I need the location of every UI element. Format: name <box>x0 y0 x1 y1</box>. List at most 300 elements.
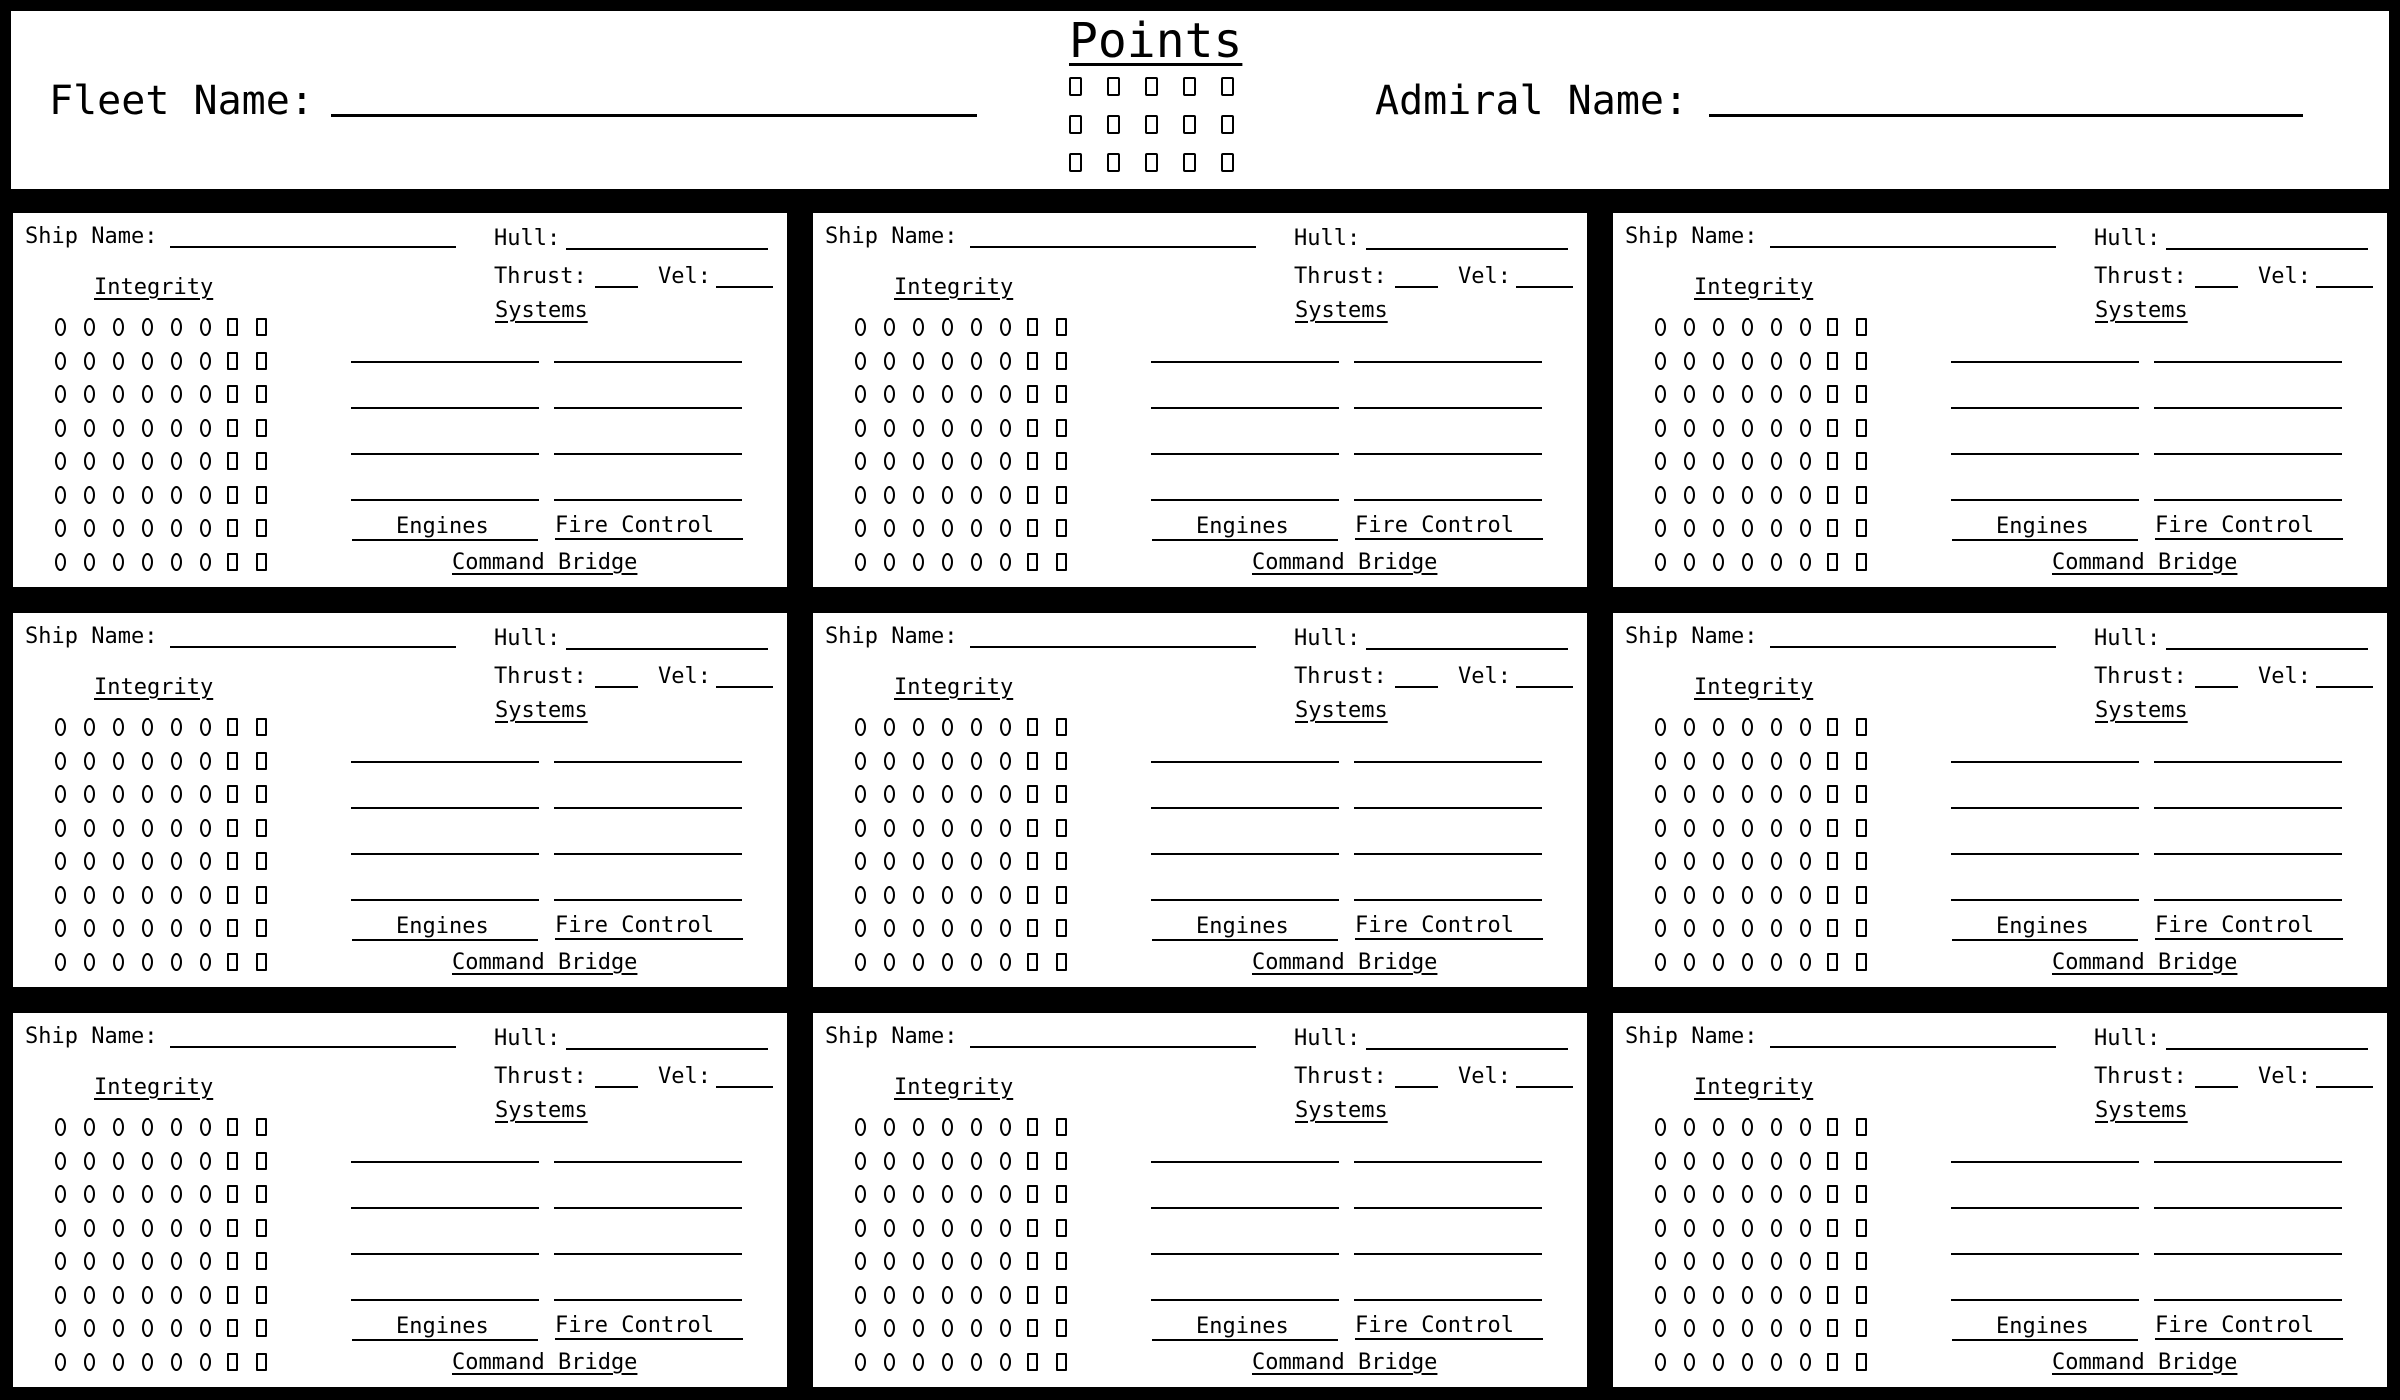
integrity-pip[interactable] <box>942 953 953 971</box>
system-field[interactable] <box>1151 853 1339 855</box>
integrity-pip[interactable] <box>1742 385 1753 403</box>
integrity-box[interactable] <box>256 1286 267 1304</box>
integrity-pip[interactable] <box>1713 852 1724 870</box>
integrity-box[interactable] <box>1827 819 1838 837</box>
integrity-pip[interactable] <box>142 1353 153 1371</box>
integrity-pip[interactable] <box>142 553 153 571</box>
integrity-pip[interactable] <box>1771 852 1782 870</box>
integrity-box[interactable] <box>256 953 267 971</box>
integrity-box[interactable] <box>1856 385 1867 403</box>
points-checkbox[interactable] <box>1107 77 1120 96</box>
system-field[interactable] <box>351 1207 539 1209</box>
system-field[interactable] <box>2154 807 2342 809</box>
integrity-pip[interactable] <box>142 1118 153 1136</box>
integrity-pip[interactable] <box>913 785 924 803</box>
hull-field[interactable] <box>566 1048 768 1050</box>
system-field[interactable] <box>2154 853 2342 855</box>
integrity-pip[interactable] <box>971 1319 982 1337</box>
integrity-box[interactable] <box>1027 785 1038 803</box>
integrity-pip[interactable] <box>200 718 211 736</box>
system-field[interactable] <box>2154 1161 2342 1163</box>
integrity-pip[interactable] <box>1655 352 1666 370</box>
hull-field[interactable] <box>2166 1048 2368 1050</box>
integrity-pip[interactable] <box>113 1219 124 1237</box>
integrity-pip[interactable] <box>55 1252 66 1270</box>
integrity-box[interactable] <box>1056 953 1067 971</box>
system-field[interactable] <box>351 361 539 363</box>
integrity-pip[interactable] <box>171 352 182 370</box>
integrity-pip[interactable] <box>884 752 895 770</box>
integrity-box[interactable] <box>1027 886 1038 904</box>
integrity-pip[interactable] <box>1713 1286 1724 1304</box>
system-field[interactable] <box>554 761 742 763</box>
integrity-box[interactable] <box>256 1219 267 1237</box>
integrity-pip[interactable] <box>855 1118 866 1136</box>
integrity-pip[interactable] <box>884 318 895 336</box>
system-field[interactable] <box>2154 899 2342 901</box>
ship-name-field[interactable] <box>170 1046 456 1048</box>
integrity-box[interactable] <box>1856 1353 1867 1371</box>
integrity-pip[interactable] <box>1684 819 1695 837</box>
integrity-box[interactable] <box>1027 1286 1038 1304</box>
integrity-pip[interactable] <box>84 1118 95 1136</box>
system-field[interactable] <box>1151 761 1339 763</box>
integrity-pip[interactable] <box>884 953 895 971</box>
integrity-pip[interactable] <box>1000 953 1011 971</box>
ship-name-field[interactable] <box>1770 1046 2056 1048</box>
integrity-pip[interactable] <box>171 553 182 571</box>
integrity-pip[interactable] <box>55 919 66 937</box>
integrity-pip[interactable] <box>913 452 924 470</box>
integrity-pip[interactable] <box>171 852 182 870</box>
integrity-pip[interactable] <box>971 1353 982 1371</box>
integrity-box[interactable] <box>1056 452 1067 470</box>
integrity-box[interactable] <box>1856 1185 1867 1203</box>
integrity-pip[interactable] <box>142 1319 153 1337</box>
system-field[interactable] <box>1354 899 1542 901</box>
integrity-pip[interactable] <box>855 1353 866 1371</box>
integrity-pip[interactable] <box>1742 819 1753 837</box>
system-field[interactable] <box>351 807 539 809</box>
integrity-pip[interactable] <box>1771 886 1782 904</box>
system-field[interactable] <box>554 453 742 455</box>
integrity-pip[interactable] <box>1800 318 1811 336</box>
integrity-pip[interactable] <box>1771 953 1782 971</box>
integrity-pip[interactable] <box>55 1118 66 1136</box>
integrity-pip[interactable] <box>171 1286 182 1304</box>
integrity-pip[interactable] <box>113 318 124 336</box>
points-checkbox[interactable] <box>1069 77 1082 96</box>
integrity-pip[interactable] <box>1655 819 1666 837</box>
integrity-pip[interactable] <box>913 1219 924 1237</box>
integrity-pip[interactable] <box>1684 486 1695 504</box>
integrity-box[interactable] <box>227 1286 238 1304</box>
integrity-pip[interactable] <box>55 953 66 971</box>
system-field[interactable] <box>554 407 742 409</box>
system-field[interactable] <box>554 499 742 501</box>
system-field[interactable] <box>1354 1207 1542 1209</box>
integrity-pip[interactable] <box>1713 1319 1724 1337</box>
integrity-pip[interactable] <box>913 1152 924 1170</box>
integrity-box[interactable] <box>227 886 238 904</box>
integrity-pip[interactable] <box>1742 718 1753 736</box>
integrity-pip[interactable] <box>200 1319 211 1337</box>
integrity-pip[interactable] <box>171 752 182 770</box>
integrity-pip[interactable] <box>1000 1185 1011 1203</box>
integrity-box[interactable] <box>227 452 238 470</box>
integrity-pip[interactable] <box>171 318 182 336</box>
integrity-pip[interactable] <box>1742 953 1753 971</box>
integrity-pip[interactable] <box>1000 785 1011 803</box>
integrity-pip[interactable] <box>1684 385 1695 403</box>
integrity-pip[interactable] <box>171 886 182 904</box>
fleet-name-field[interactable] <box>331 114 977 117</box>
integrity-box[interactable] <box>256 352 267 370</box>
integrity-pip[interactable] <box>171 452 182 470</box>
integrity-box[interactable] <box>1027 486 1038 504</box>
integrity-pip[interactable] <box>971 752 982 770</box>
integrity-pip[interactable] <box>1742 553 1753 571</box>
integrity-pip[interactable] <box>171 953 182 971</box>
integrity-box[interactable] <box>227 819 238 837</box>
integrity-box[interactable] <box>1827 486 1838 504</box>
integrity-pip[interactable] <box>171 1219 182 1237</box>
integrity-box[interactable] <box>1056 1353 1067 1371</box>
integrity-pip[interactable] <box>1655 852 1666 870</box>
integrity-pip[interactable] <box>1771 318 1782 336</box>
system-field[interactable] <box>2154 1207 2342 1209</box>
integrity-pip[interactable] <box>884 419 895 437</box>
integrity-pip[interactable] <box>942 419 953 437</box>
integrity-pip[interactable] <box>1713 352 1724 370</box>
integrity-pip[interactable] <box>113 419 124 437</box>
integrity-pip[interactable] <box>1742 1185 1753 1203</box>
integrity-pip[interactable] <box>884 1319 895 1337</box>
system-field[interactable] <box>2154 453 2342 455</box>
integrity-box[interactable] <box>1856 452 1867 470</box>
system-field[interactable] <box>2154 761 2342 763</box>
system-field[interactable] <box>2154 499 2342 501</box>
integrity-pip[interactable] <box>1655 1353 1666 1371</box>
integrity-pip[interactable] <box>113 1353 124 1371</box>
integrity-box[interactable] <box>1827 385 1838 403</box>
integrity-pip[interactable] <box>142 486 153 504</box>
integrity-pip[interactable] <box>913 1118 924 1136</box>
integrity-pip[interactable] <box>1000 886 1011 904</box>
integrity-box[interactable] <box>227 1219 238 1237</box>
points-checkbox[interactable] <box>1145 115 1158 134</box>
integrity-pip[interactable] <box>1771 352 1782 370</box>
integrity-pip[interactable] <box>200 886 211 904</box>
integrity-pip[interactable] <box>1655 419 1666 437</box>
integrity-pip[interactable] <box>1684 352 1695 370</box>
integrity-box[interactable] <box>1027 852 1038 870</box>
integrity-box[interactable] <box>1056 385 1067 403</box>
integrity-pip[interactable] <box>855 852 866 870</box>
integrity-pip[interactable] <box>84 486 95 504</box>
integrity-pip[interactable] <box>942 852 953 870</box>
integrity-box[interactable] <box>1827 352 1838 370</box>
integrity-pip[interactable] <box>1684 1185 1695 1203</box>
system-field[interactable] <box>1151 1207 1339 1209</box>
ship-name-field[interactable] <box>970 646 1256 648</box>
integrity-box[interactable] <box>227 486 238 504</box>
integrity-pip[interactable] <box>1771 1219 1782 1237</box>
integrity-box[interactable] <box>1856 852 1867 870</box>
integrity-pip[interactable] <box>942 1353 953 1371</box>
system-field[interactable] <box>1151 361 1339 363</box>
integrity-pip[interactable] <box>1655 452 1666 470</box>
integrity-pip[interactable] <box>113 752 124 770</box>
integrity-pip[interactable] <box>971 1252 982 1270</box>
integrity-box[interactable] <box>227 1252 238 1270</box>
integrity-pip[interactable] <box>855 385 866 403</box>
integrity-pip[interactable] <box>200 419 211 437</box>
points-checkbox[interactable] <box>1069 115 1082 134</box>
integrity-pip[interactable] <box>884 1219 895 1237</box>
system-field[interactable] <box>554 899 742 901</box>
integrity-pip[interactable] <box>1684 886 1695 904</box>
integrity-pip[interactable] <box>171 1252 182 1270</box>
integrity-pip[interactable] <box>913 385 924 403</box>
integrity-box[interactable] <box>1027 1219 1038 1237</box>
integrity-box[interactable] <box>1827 852 1838 870</box>
integrity-pip[interactable] <box>142 352 153 370</box>
integrity-pip[interactable] <box>1771 419 1782 437</box>
integrity-pip[interactable] <box>1684 1252 1695 1270</box>
integrity-pip[interactable] <box>1771 785 1782 803</box>
system-field[interactable] <box>554 853 742 855</box>
integrity-pip[interactable] <box>1655 519 1666 537</box>
integrity-pip[interactable] <box>171 819 182 837</box>
integrity-pip[interactable] <box>171 1353 182 1371</box>
integrity-pip[interactable] <box>55 318 66 336</box>
integrity-pip[interactable] <box>855 553 866 571</box>
integrity-pip[interactable] <box>1713 486 1724 504</box>
integrity-pip[interactable] <box>1000 452 1011 470</box>
integrity-pip[interactable] <box>84 553 95 571</box>
integrity-pip[interactable] <box>1655 1118 1666 1136</box>
integrity-pip[interactable] <box>1771 1152 1782 1170</box>
system-field[interactable] <box>1951 453 2139 455</box>
system-field[interactable] <box>351 499 539 501</box>
integrity-box[interactable] <box>1056 1185 1067 1203</box>
hull-field[interactable] <box>2166 248 2368 250</box>
integrity-pip[interactable] <box>855 419 866 437</box>
integrity-pip[interactable] <box>1684 718 1695 736</box>
integrity-pip[interactable] <box>171 419 182 437</box>
integrity-pip[interactable] <box>942 318 953 336</box>
system-field[interactable] <box>1151 499 1339 501</box>
integrity-pip[interactable] <box>1771 752 1782 770</box>
points-checkbox[interactable] <box>1107 153 1120 172</box>
integrity-box[interactable] <box>1827 553 1838 571</box>
integrity-pip[interactable] <box>84 1219 95 1237</box>
integrity-pip[interactable] <box>1800 852 1811 870</box>
integrity-pip[interactable] <box>1713 385 1724 403</box>
integrity-pip[interactable] <box>855 919 866 937</box>
integrity-box[interactable] <box>1827 1319 1838 1337</box>
integrity-pip[interactable] <box>84 953 95 971</box>
integrity-box[interactable] <box>256 486 267 504</box>
integrity-pip[interactable] <box>142 1286 153 1304</box>
integrity-box[interactable] <box>1827 1353 1838 1371</box>
integrity-pip[interactable] <box>913 1319 924 1337</box>
integrity-pip[interactable] <box>855 1219 866 1237</box>
integrity-pip[interactable] <box>1713 419 1724 437</box>
hull-field[interactable] <box>1366 1048 1568 1050</box>
integrity-pip[interactable] <box>1742 752 1753 770</box>
integrity-pip[interactable] <box>171 1319 182 1337</box>
integrity-box[interactable] <box>1027 419 1038 437</box>
integrity-pip[interactable] <box>942 1185 953 1203</box>
integrity-box[interactable] <box>1027 318 1038 336</box>
integrity-pip[interactable] <box>1655 1152 1666 1170</box>
system-field[interactable] <box>2154 1253 2342 1255</box>
integrity-pip[interactable] <box>1713 886 1724 904</box>
integrity-pip[interactable] <box>1655 953 1666 971</box>
integrity-pip[interactable] <box>942 819 953 837</box>
integrity-box[interactable] <box>227 1353 238 1371</box>
thrust-field[interactable] <box>1395 286 1438 288</box>
integrity-pip[interactable] <box>1655 1286 1666 1304</box>
integrity-pip[interactable] <box>200 1219 211 1237</box>
integrity-pip[interactable] <box>1800 553 1811 571</box>
integrity-pip[interactable] <box>884 553 895 571</box>
system-field[interactable] <box>1951 1299 2139 1301</box>
integrity-pip[interactable] <box>1000 718 1011 736</box>
integrity-pip[interactable] <box>942 718 953 736</box>
system-field[interactable] <box>1951 499 2139 501</box>
vel-field[interactable] <box>1516 1086 1573 1088</box>
integrity-box[interactable] <box>256 1152 267 1170</box>
integrity-pip[interactable] <box>942 1252 953 1270</box>
integrity-box[interactable] <box>227 953 238 971</box>
integrity-pip[interactable] <box>1655 785 1666 803</box>
integrity-box[interactable] <box>1827 519 1838 537</box>
integrity-pip[interactable] <box>855 953 866 971</box>
integrity-pip[interactable] <box>1000 419 1011 437</box>
points-checkbox[interactable] <box>1145 153 1158 172</box>
integrity-pip[interactable] <box>84 752 95 770</box>
integrity-box[interactable] <box>256 318 267 336</box>
integrity-box[interactable] <box>1827 919 1838 937</box>
integrity-pip[interactable] <box>1800 886 1811 904</box>
integrity-pip[interactable] <box>1684 1286 1695 1304</box>
integrity-box[interactable] <box>227 718 238 736</box>
integrity-pip[interactable] <box>1742 919 1753 937</box>
system-field[interactable] <box>1354 407 1542 409</box>
integrity-box[interactable] <box>227 1118 238 1136</box>
integrity-pip[interactable] <box>1771 1353 1782 1371</box>
integrity-pip[interactable] <box>942 519 953 537</box>
integrity-pip[interactable] <box>200 452 211 470</box>
integrity-pip[interactable] <box>855 819 866 837</box>
integrity-box[interactable] <box>256 1185 267 1203</box>
integrity-box[interactable] <box>1856 886 1867 904</box>
integrity-pip[interactable] <box>942 352 953 370</box>
integrity-pip[interactable] <box>942 886 953 904</box>
integrity-box[interactable] <box>227 352 238 370</box>
integrity-pip[interactable] <box>855 1252 866 1270</box>
integrity-pip[interactable] <box>84 385 95 403</box>
integrity-pip[interactable] <box>1713 1353 1724 1371</box>
integrity-pip[interactable] <box>113 519 124 537</box>
integrity-pip[interactable] <box>971 519 982 537</box>
integrity-pip[interactable] <box>84 1353 95 1371</box>
integrity-pip[interactable] <box>1000 385 1011 403</box>
integrity-box[interactable] <box>1056 352 1067 370</box>
thrust-field[interactable] <box>2195 1086 2238 1088</box>
thrust-field[interactable] <box>1395 1086 1438 1088</box>
system-field[interactable] <box>554 1299 742 1301</box>
integrity-box[interactable] <box>1856 718 1867 736</box>
ship-name-field[interactable] <box>970 246 1256 248</box>
integrity-pip[interactable] <box>1684 452 1695 470</box>
points-checkbox[interactable] <box>1145 77 1158 96</box>
integrity-pip[interactable] <box>855 452 866 470</box>
integrity-pip[interactable] <box>200 752 211 770</box>
integrity-pip[interactable] <box>884 352 895 370</box>
integrity-pip[interactable] <box>942 1319 953 1337</box>
integrity-pip[interactable] <box>1000 819 1011 837</box>
integrity-pip[interactable] <box>84 718 95 736</box>
integrity-pip[interactable] <box>913 1185 924 1203</box>
integrity-pip[interactable] <box>884 452 895 470</box>
integrity-box[interactable] <box>1856 1152 1867 1170</box>
integrity-pip[interactable] <box>55 718 66 736</box>
points-checkbox[interactable] <box>1069 153 1082 172</box>
system-field[interactable] <box>1951 1253 2139 1255</box>
integrity-pip[interactable] <box>971 553 982 571</box>
integrity-pip[interactable] <box>84 419 95 437</box>
system-field[interactable] <box>351 407 539 409</box>
integrity-box[interactable] <box>1027 718 1038 736</box>
integrity-box[interactable] <box>1027 752 1038 770</box>
integrity-box[interactable] <box>1856 953 1867 971</box>
integrity-pip[interactable] <box>942 1152 953 1170</box>
integrity-pip[interactable] <box>1713 785 1724 803</box>
integrity-box[interactable] <box>1827 1252 1838 1270</box>
integrity-pip[interactable] <box>171 1185 182 1203</box>
integrity-box[interactable] <box>256 1353 267 1371</box>
integrity-box[interactable] <box>256 919 267 937</box>
integrity-pip[interactable] <box>55 886 66 904</box>
integrity-pip[interactable] <box>1742 785 1753 803</box>
integrity-pip[interactable] <box>142 919 153 937</box>
integrity-pip[interactable] <box>913 519 924 537</box>
thrust-field[interactable] <box>2195 686 2238 688</box>
integrity-pip[interactable] <box>942 785 953 803</box>
integrity-pip[interactable] <box>1713 752 1724 770</box>
integrity-pip[interactable] <box>913 886 924 904</box>
integrity-box[interactable] <box>1056 1252 1067 1270</box>
integrity-pip[interactable] <box>200 352 211 370</box>
integrity-pip[interactable] <box>55 752 66 770</box>
system-field[interactable] <box>1354 1253 1542 1255</box>
integrity-pip[interactable] <box>84 785 95 803</box>
system-field[interactable] <box>351 1253 539 1255</box>
integrity-pip[interactable] <box>1684 1118 1695 1136</box>
integrity-pip[interactable] <box>1000 519 1011 537</box>
integrity-pip[interactable] <box>971 352 982 370</box>
integrity-pip[interactable] <box>884 819 895 837</box>
integrity-box[interactable] <box>256 785 267 803</box>
integrity-pip[interactable] <box>913 1252 924 1270</box>
integrity-pip[interactable] <box>1771 819 1782 837</box>
integrity-pip[interactable] <box>1655 318 1666 336</box>
integrity-pip[interactable] <box>142 1185 153 1203</box>
